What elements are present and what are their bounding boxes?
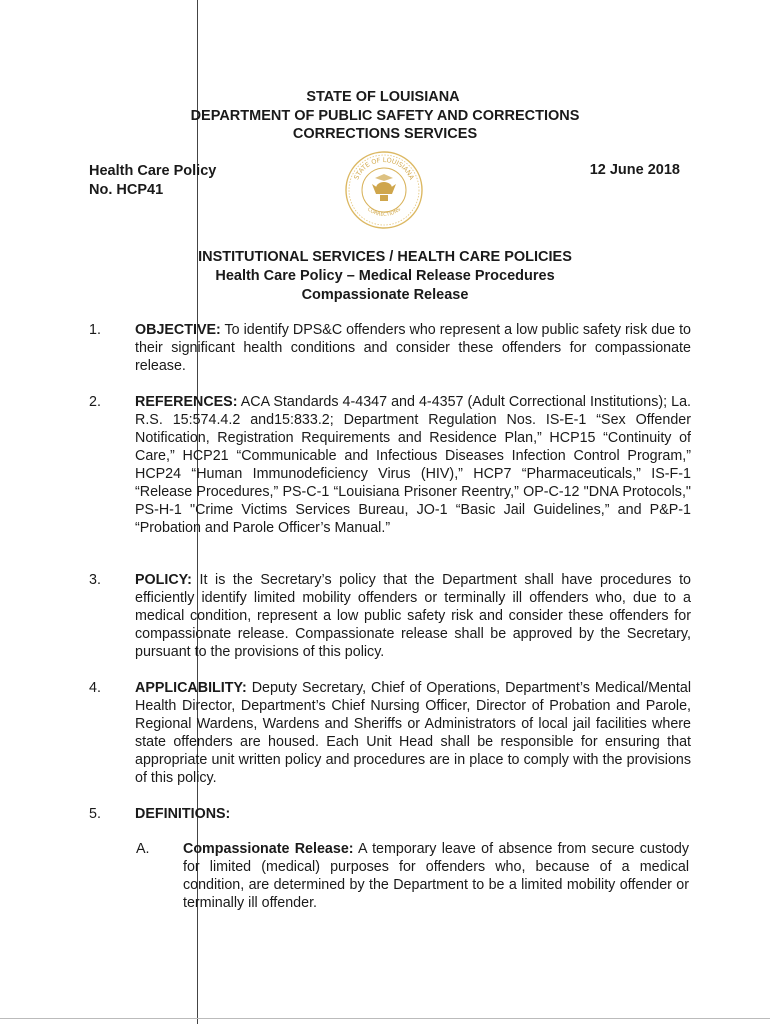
section-body — [135, 393, 691, 537]
section-number: 4. — [89, 680, 101, 696]
section-body — [135, 571, 691, 661]
policy-number: No. HCP41 — [89, 182, 164, 198]
title-line-1: INSTITUTIONAL SERVICES / HEALTH CARE POLICIES — [198, 249, 572, 265]
section-number: 5. — [89, 806, 101, 822]
header-state: STATE OF LOUISIANA — [306, 89, 460, 105]
policy-identifier — [89, 162, 216, 200]
definition-letter: A. — [136, 841, 150, 857]
policy-date: 12 June 2018 — [589, 162, 680, 178]
definition-label: Compassionate Release: — [183, 841, 354, 857]
title-line-3: Compassionate Release — [301, 287, 469, 303]
policy-label: Health Care Policy — [89, 163, 217, 179]
seal-bottom-text: CORRECTIONS — [366, 206, 403, 219]
definition-body — [183, 840, 689, 912]
header-department: DEPARTMENT OF PUBLIC SAFETY AND CORRECTIONS — [190, 108, 580, 124]
section-body — [135, 679, 691, 787]
section-label: REFERENCES: — [135, 394, 238, 410]
section-label: POLICY: — [135, 572, 192, 588]
section-label: DEFINITIONS: — [135, 806, 231, 822]
section-text: ACA Standards 4-4347 and 4-4357 (Adult Correctional Institutions); La. R.S. 15:574.4.2 and15:833.2; Department Regulation Nos. IS-E-1 “Sex Offender Notification, Registration Requirements and Residence Plan,” HCP15 “Continuity of Care,” HCP21 “Communicable and Infectious Diseases Infection Control Program,” HCP24 “Human Immunodeficiency Virus (HIV),” HCP7 “Pharmaceuticals,” IS-F-1 “Release Procedures,” PS-C-1 “Louisiana Prisoner Reentry,” OP-C-12 "DNA Protocols," PS-H-1 "Crime Victims Services Bureau, JO-1 “Basic Jail Guidelines,” and P&P-1 “Probation and Parole Officer’s Manual.” — [135, 394, 691, 536]
section-text: Deputy Secretary, Chief of Operations, Department’s Medical/Mental Health Director, Department’s Chief Nursing Officer, Director of Probation and Parole, Regional Wardens, Wardens and Sheriffs or Administrators of local jail facilities where state offenders are housed. Each Unit Head shall be responsible for ensuring that appropriate unit written policy and procedures are in place to comply with the provisions of this policy. — [135, 680, 691, 786]
section-label: APPLICABILITY: — [135, 680, 247, 696]
title-line-2: Health Care Policy – Medical Release Procedures — [215, 268, 555, 284]
section-body — [135, 321, 691, 375]
section-text: To identify DPS&C offenders who represent a low public safety risk due to their significant health conditions and consider these offenders for compassionate release. — [135, 322, 691, 374]
header-services: CORRECTIONS SERVICES — [292, 126, 478, 142]
scan-bottom-line — [0, 1018, 770, 1019]
section-number: 1. — [89, 322, 101, 338]
section-number: 2. — [89, 394, 101, 410]
section-number: 3. — [89, 572, 101, 588]
seal-top-text: STATE OF LOUISIANA — [352, 155, 416, 181]
definition-text: A temporary leave of absence from secure custody for limited (medical) purposes for offenders who, because of a medical condition, are determined by the Department to be a limited mobility offender or terminally ill offender. — [183, 841, 690, 911]
section-text: It is the Secretary’s policy that the Department shall have procedures to efficiently identify limited mobility offenders or terminally ill offenders who, due to a medical condition, represent a low public safety risk and consider these offenders for compassionate release. Compassionate release shall be approved by the Secretary, pursuant to the provisions of this policy. — [135, 572, 691, 660]
section-body — [135, 805, 691, 823]
louisiana-seal-icon — [342, 148, 426, 232]
section-label: OBJECTIVE: — [135, 322, 221, 338]
